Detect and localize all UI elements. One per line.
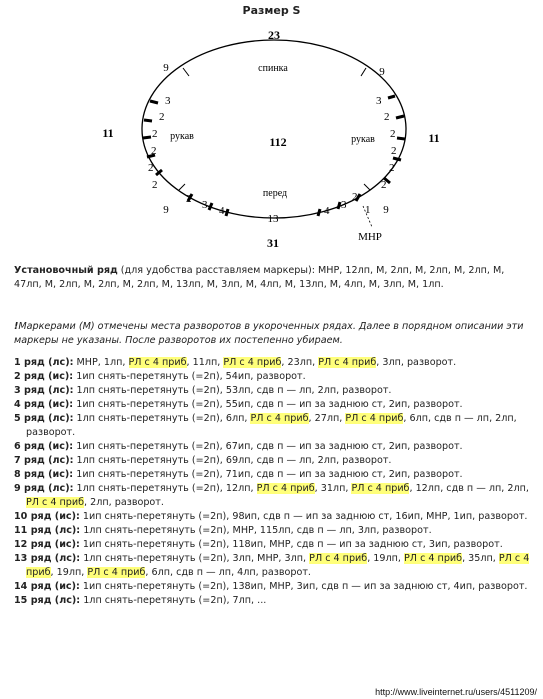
row-text: , 12лп, сдв п — лп, 2лп,: [409, 483, 529, 494]
row-text: 1лп снять-перетянуть (=2п), 69лп, сдв п — лп, 2лп, разворот.: [76, 455, 392, 466]
row-label: 15 ряд (лс):: [14, 595, 81, 606]
source-url: http://www.liveinternet.ru/users/4511209/: [375, 687, 537, 697]
row-text: , 6лп, сдв п — лп, 4лп, разворот.: [145, 567, 311, 578]
raglan-increase-highlight: РЛ с 4 приб: [351, 483, 410, 494]
row-label: 6 ряд (ис):: [14, 441, 74, 452]
bottom-count: 31: [267, 236, 279, 250]
pattern-row: [14, 468, 532, 482]
right-count: 11: [428, 131, 440, 145]
row-text: , 3лп, разворот.: [376, 357, 457, 368]
row-label: 1 ряд (лс):: [14, 357, 74, 368]
raglan-increase-highlight: РЛ с 4 приб: [223, 357, 282, 368]
bottom-left-9: 9: [163, 204, 169, 216]
pattern-row: [14, 356, 532, 370]
right-seq-5: 2: [381, 179, 387, 191]
front-label: перед: [262, 188, 288, 199]
pattern-row: [14, 552, 532, 580]
mnr-num: 1: [365, 204, 371, 216]
top-count: 23: [268, 28, 280, 42]
row-text: , 6лп, сдв п — лп, 2лп, разворот.: [26, 413, 517, 438]
row-text: 1лп снять-перетянуть (=2п), 12лп,: [76, 483, 257, 494]
pattern-row: [14, 524, 532, 538]
row-text: , 27лп,: [308, 413, 346, 424]
row-text: , 31лп,: [314, 483, 352, 494]
pattern-row: [14, 580, 532, 594]
row-label: 4 ряд (ис):: [14, 399, 74, 410]
row-label: 13 ряд (лс):: [14, 553, 81, 564]
sleeve-left-label: рукав: [170, 131, 194, 142]
row-text: 1ип снять-перетянуть (=2п), 55ип, сдв п — ип за заднюю ст, 2ип, разворот.: [76, 399, 463, 410]
row-text: 1ип снять-перетянуть (=2п), 54ип, разворот.: [76, 371, 306, 382]
pattern-row: [14, 454, 532, 468]
raglan-increase-highlight: РЛ с 4 приб: [318, 357, 377, 368]
raglan-increase-highlight: РЛ с 4 приб: [26, 497, 85, 508]
right-seq-4: 2: [389, 162, 395, 174]
back-label: спинка: [258, 63, 288, 74]
left-seq-4: 2: [148, 162, 154, 174]
pattern-row: [14, 482, 532, 510]
row-text: 1лп снять-перетянуть (=2п), 53лп, сдв п — лп, 2лп, разворот.: [76, 385, 392, 396]
row-label: 7 ряд (лс):: [14, 455, 74, 466]
left-count: 11: [102, 126, 114, 140]
left-seq-3: 2: [151, 145, 157, 157]
raglan-increase-highlight: РЛ с 4 приб: [250, 413, 309, 424]
left-seq-5: 2: [152, 179, 158, 191]
pattern-row: [14, 538, 532, 552]
row-text: , 11лп,: [186, 357, 224, 368]
raglan-increase-highlight: РЛ с 4 приб: [87, 567, 146, 578]
raglan-increase-highlight: РЛ с 4 приб: [26, 553, 530, 578]
row-text: 1лп снять-перетянуть (=2п), 7лп, ...: [83, 595, 267, 606]
row-text: 1ип снять-перетянуть (=2п), 98ип, сдв п — ип за заднюю ст, 16ип, МНР, 1ип, разворот.: [82, 511, 528, 522]
pattern-row: [14, 412, 532, 440]
setup-text: (для удобства расставляем маркеры): МНР, 12лп, М, 2лп, М, 2лп, М, 2лп, М, 47лп, М, 2лп, М, 2лп, М, 2лп, М, 13лп, М, 3лп, М, 4лп, М, 13лп, М, 4лп, М, 3лп, М, 1лп.: [14, 265, 505, 290]
row-text: 1ип снять-перетянуть (=2п), 67ип, сдв п — ип за заднюю ст, 2ип, разворот.: [76, 441, 463, 452]
right-seq-1: 2: [384, 111, 390, 123]
page-title: Размер S: [242, 4, 301, 17]
center-total: 112: [269, 135, 287, 149]
row-text: , 2лп, разворот.: [84, 497, 164, 508]
br-seq-0: 4: [324, 205, 330, 217]
row-text: , 35лп,: [462, 553, 499, 564]
br-seq-1: 3: [341, 199, 347, 211]
bottom-right-9: 9: [383, 204, 389, 216]
pattern-row: [14, 440, 532, 454]
row-label: 2 ряд (ис):: [14, 371, 74, 382]
raglan-increase-highlight: РЛ с 4 приб: [404, 553, 463, 564]
row-text: 1ип снять-перетянуть (=2п), 118ип, МНР, сдв п — ип за заднюю ст, 3ип, разворот.: [82, 539, 503, 550]
row-text: , 19лп,: [367, 553, 405, 564]
raglan-increase-highlight: РЛ с 4 приб: [309, 553, 368, 564]
pattern-row: [14, 370, 532, 384]
note-paragraph: [14, 320, 532, 348]
right-seq-2: 2: [390, 128, 396, 140]
left-seq-2: 2: [152, 128, 158, 140]
note-text: Маркерами (М) отмечены места разворотов в укороченных рядах. Далее в порядном описании эти маркеры не указаны. После разворотов их постепенно убираем.: [14, 321, 524, 346]
front-inner-count: 13: [267, 213, 279, 225]
raglan-increase-highlight: РЛ с 4 приб: [256, 483, 315, 494]
mnr-label: МНР: [358, 231, 382, 243]
row-text: 1лп снять-перетянуть (=2п), 3лп, МНР, 3лп,: [83, 553, 310, 564]
left-seq-0: 3: [165, 95, 171, 107]
top-right-9: 9: [379, 66, 385, 78]
thin-ticks: [179, 68, 370, 190]
row-text: МНР, 1лп,: [76, 357, 129, 368]
row-text: , 23лп,: [281, 357, 319, 368]
bl-seq-2: 4: [219, 205, 225, 217]
sleeve-right-label: рукав: [351, 134, 375, 145]
row-text: 1ип снять-перетянуть (=2п), 138ип, МНР, 3ип, сдв п — ип за заднюю ст, 4ип, разворот.: [82, 581, 528, 592]
row-text: 1ип снять-перетянуть (=2п), 71ип, сдв п — ип за заднюю ст, 2ип, разворот.: [76, 469, 463, 480]
row-text: , 19лп,: [50, 567, 88, 578]
bl-seq-1: 3: [202, 199, 208, 211]
setup-paragraph: [14, 264, 532, 292]
raglan-increase-highlight: РЛ с 4 приб: [345, 413, 404, 424]
setup-title: Установочный ряд: [14, 265, 118, 276]
raglan-increase-highlight: РЛ с 4 приб: [128, 357, 187, 368]
row-label: 11 ряд (лс):: [14, 525, 81, 536]
row-label: 12 ряд (ис):: [14, 539, 80, 550]
left-seq-1: 2: [159, 111, 165, 123]
br-seq-2: 2: [352, 191, 358, 203]
note-mark: !: [14, 321, 19, 332]
pattern-row: [14, 510, 532, 524]
bl-seq-0: 2: [186, 193, 192, 205]
right-seq-0: 3: [376, 95, 382, 107]
row-text: 1лп снять-перетянуть (=2п), 6лп,: [76, 413, 251, 424]
row-label: 9 ряд (лс):: [14, 483, 74, 494]
pattern-row: [14, 398, 532, 412]
row-label: 10 ряд (ис):: [14, 511, 80, 522]
row-label: 8 ряд (ис):: [14, 469, 74, 480]
raglan-diagram: [0, 18, 543, 258]
row-label: 14 ряд (ис):: [14, 581, 80, 592]
right-seq-3: 2: [391, 145, 397, 157]
pattern-row: [14, 594, 532, 608]
row-label: 5 ряд (лс):: [14, 413, 74, 424]
top-left-9: 9: [163, 62, 169, 74]
pattern-row: [14, 384, 532, 398]
row-text: 1лп снять-перетянуть (=2п), МНР, 115лп, сдв п — лп, 3лп, разворот.: [83, 525, 432, 536]
row-label: 3 ряд (лс):: [14, 385, 74, 396]
rows-list: [14, 356, 532, 608]
